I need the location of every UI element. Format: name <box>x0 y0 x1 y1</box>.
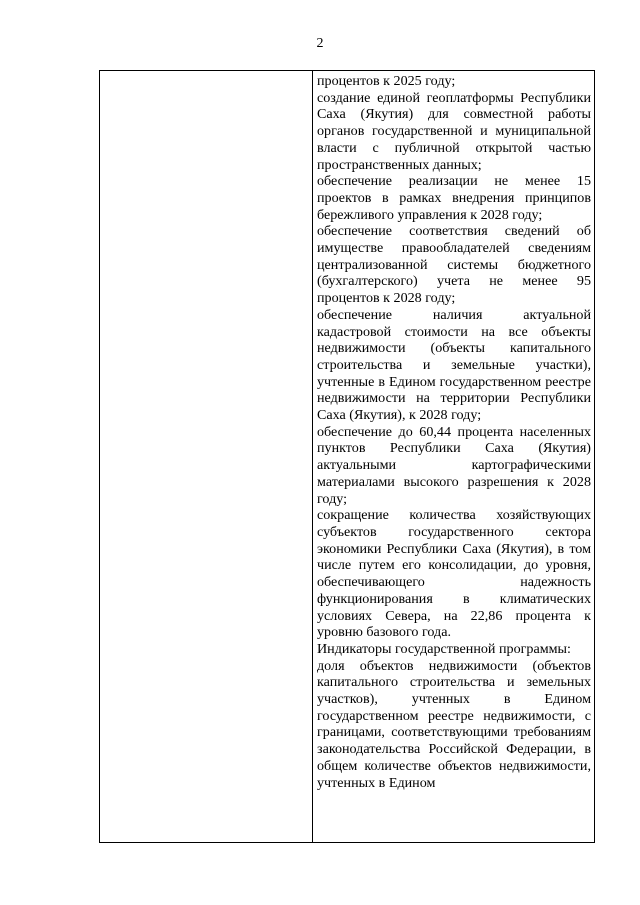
table-left-cell <box>100 71 313 842</box>
paragraph-2: создание единой геоплатформы Республики Саха (Якутия) для совместной работы органов государственной и муниципальной власти с публичной открытой частью пространственных данных; <box>317 89 591 173</box>
page-number: 2 <box>316 36 324 51</box>
table-right-cell <box>313 71 594 842</box>
program-table <box>99 70 595 843</box>
paragraph-3: обеспечение реализации не менее 15 проектов в рамках внедрения принципов бережливого управления к 2028 году; <box>317 173 591 223</box>
paragraph-6: обеспечение до 60,44 процента населенных пунктов Республики Саха (Якутия) актуальными картографическими материалами высокого разрешения к 2028 году; <box>317 423 591 507</box>
paragraph-7: сокращение количества хозяйствующих субъектов государственного сектора экономики Республики Саха (Якутия), в том числе путем его консолидации, до уровня, обеспечивающего надежность функционирования в климатических условиях Севера, на 22,86 процента к уровню базового года. <box>317 507 591 641</box>
paragraph-5: обеспечение наличия актуальной кадастровой стоимости на все объекты недвижимости (объекты капитального строительства и земельные участки), учтенные в Едином государственном реестре недвижимости на территории Республики Саха (Якутия), к 2028 году; <box>317 306 591 424</box>
paragraph-8: Индикаторы государственной программы: <box>317 640 571 657</box>
paragraph-9: доля объектов недвижимости (объектов капитального строительства и земельных участков), учтенных в Едином государственном реестре недвижимости, с границами, соответствующими требованиям законодательства Российской Федерации, в общем количестве объектов недвижимости, учтенных в Едином <box>317 657 591 791</box>
paragraph-1: процентов к 2025 году; <box>317 73 456 89</box>
paragraph-4: обеспечение соответствия сведений об имуществе правообладателей сведениям централизованной системы бюджетного (бухгалтерского) учета не менее 95 процентов к 2028 году; <box>317 223 591 307</box>
